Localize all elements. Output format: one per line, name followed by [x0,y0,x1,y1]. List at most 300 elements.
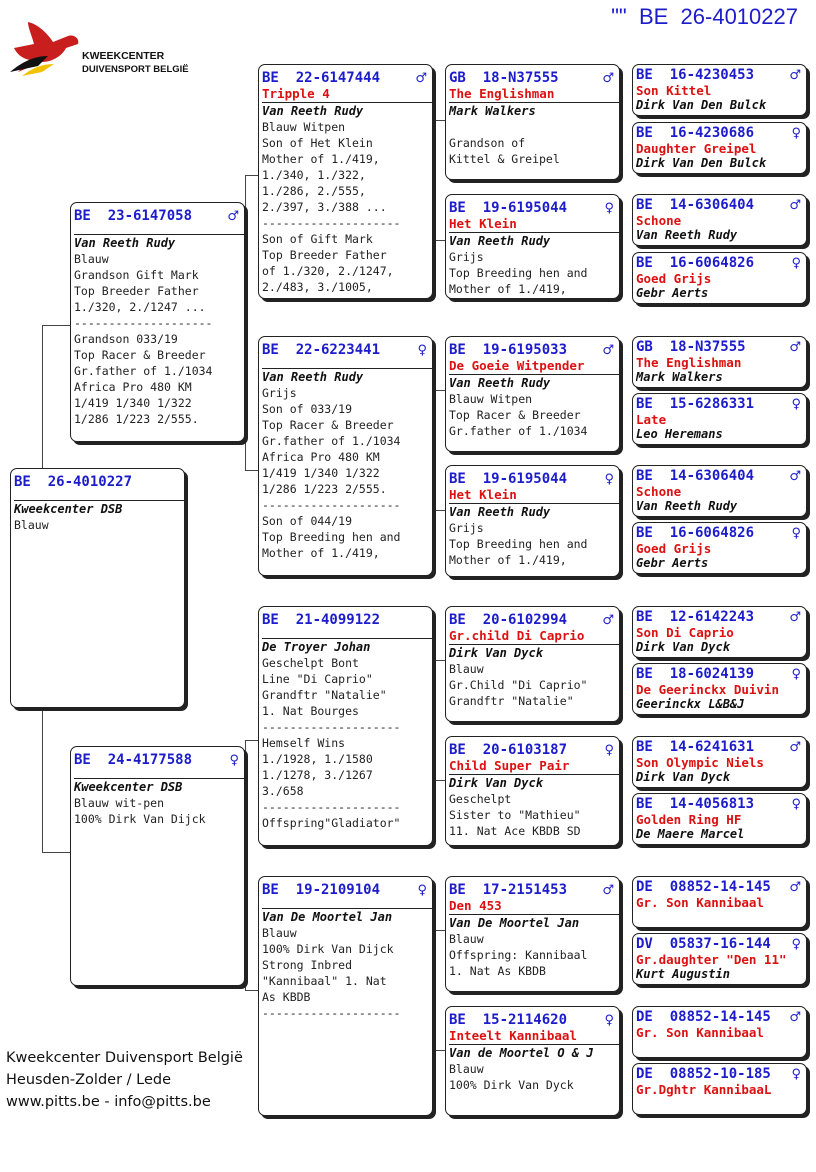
male-icon: ♂ [789,880,801,895]
pedigree-note: Kittel & Greipel [449,152,560,166]
pigeon-card-g13[interactable] [632,876,807,928]
male-icon: ♂ [415,71,427,86]
footer [6,1047,243,1113]
pedigree-note: 1./320, 2./1247 ... [74,300,206,314]
pigeon-card-g16[interactable] [632,1063,807,1115]
ring-number: BE 24-4177588 [74,752,193,768]
pedigree-note: Grijs [449,521,484,535]
pigeon-name: Het Klein [449,217,517,231]
card-header [262,882,429,899]
pedigree-note: "Kannibaal" 1. Nat [262,974,387,988]
pedigree-note: of 1./320, 2./1247, [262,264,394,278]
pedigree-note: Top Breeding hen and [449,537,588,551]
pigeon-name: Den 453 [449,899,502,913]
card-header [636,739,803,756]
card-header [636,197,803,214]
pedigree-note: 1/419 1/340 1/322 [74,396,192,410]
pigeon-name: Daughter Greipel [636,142,757,156]
card-header [14,474,181,491]
breeder-name: Van de Moortel O & J [449,1046,594,1060]
card-header [636,339,803,356]
breeder-name: Gebr Aerts [636,556,709,570]
connector-line [42,325,70,326]
ring-number: DE 08852-14-145 [636,1009,771,1025]
card-header [636,396,803,413]
card-divider [449,774,619,775]
pigeon-name [262,359,429,367]
connector-line [42,852,70,853]
pedigree-note: -------------------- [262,720,401,734]
card-divider [74,778,244,779]
female-icon: ♀ [791,256,801,271]
pigeon-card-fff[interactable] [445,64,620,180]
pigeon-card-mother[interactable] [70,746,245,986]
pedigree-note: Son of Gift Mark [262,232,373,246]
connector-line [433,780,445,781]
pedigree-note: 100% Dirk Van Dyck [449,1078,574,1092]
ring-number: GB 18-N37555 [449,70,559,86]
pigeon-name: Gr.Dghtr KannibaaL [636,1083,772,1097]
pedigree-note: Geschelpt [449,792,512,806]
connector-line [433,390,434,510]
ring-number: BE 19-6195033 [449,342,568,358]
breeder-name: Dirk Van Dyck [636,640,730,654]
breeder-name: Dirk Van Den Bulck [636,98,767,112]
breeder-name: Geerinckx L&B&J [636,697,745,711]
pigeon-card-g1[interactable] [632,64,807,116]
pigeon-card-g5[interactable] [632,336,807,388]
logo-line2: DUIVENSPORT BELGIË [82,64,189,75]
pigeon-name [262,899,429,907]
pedigree-note: Gr.Child "Di Caprio" [449,678,588,692]
ring-number: BE 16-6064826 [636,255,755,271]
breeder-name: Van De Moortel Jan [449,916,580,930]
female-icon: ♀ [791,526,801,541]
ring-number: BE 22-6223441 [262,342,381,358]
pigeon-name: Schone [636,485,682,499]
pigeon-name: De Goeie Witpender [449,359,585,373]
card-divider [262,908,432,909]
pedigree-note: 1./1928, 1./1580 [262,752,373,766]
ring-number: BE 20-6103187 [449,742,568,758]
pigeon-card-g2[interactable] [632,122,807,174]
pigeon-name [262,629,429,637]
logo-line1: KWEEKCENTER [82,50,165,62]
pedigree-note: 100% Dirk Van Dijck [74,812,206,826]
breeder-name: Van Reeth Rudy [262,370,364,384]
card-header [636,936,803,953]
connector-line [433,1050,445,1051]
connector-line [433,120,445,121]
breeder-name: Van Reeth Rudy [636,499,738,513]
breeder-name: Mark Walkers [636,370,723,384]
pigeon-name: Son Olympic Niels [636,756,764,770]
pedigree-note: -------------------- [262,498,401,512]
pigeon-card-mmm[interactable] [445,1006,620,1116]
connector-line [245,740,246,990]
breeder-name: Kweekcenter DSB [14,502,123,516]
pedigree-note: Grijs [262,386,297,400]
connector-line [245,990,258,991]
connector-line [433,510,445,511]
pigeon-card-father[interactable] [70,202,245,442]
pigeon-name: Schone [636,214,682,228]
ring-number: BE 16-6064826 [636,525,755,541]
card-header [449,70,616,87]
pedigree-note: Top Breeder Father [262,248,387,262]
ring-number: BE 22-6147444 [262,70,381,86]
pigeon-card-fmm[interactable] [445,465,620,577]
male-icon: ♂ [789,469,801,484]
connector-line [433,240,445,241]
pigeon-card-fmf[interactable] [445,336,620,452]
female-icon: ♀ [417,883,427,898]
female-icon: ♀ [417,343,427,358]
pigeon-card-g12[interactable] [632,793,807,845]
breeder-name: Kweekcenter DSB [74,780,183,794]
pedigree-note: Grandson of [449,136,526,150]
ring-number: BE 14-6306404 [636,468,755,484]
pedigree-note: Mother of 1./419, [262,152,380,166]
breeder-name: Van De Moortel Jan [262,910,393,924]
card-header [636,666,803,683]
pigeon-name: De Geerinckx Duivin [636,683,779,697]
card-header [636,67,803,84]
female-icon: ♀ [791,126,801,141]
card-divider [449,914,619,915]
pigeon-card-mff[interactable] [445,606,620,722]
pigeon-card-g4[interactable] [632,252,807,304]
pigeon-card-g6[interactable] [632,393,807,445]
pedigree-note: Top Breeding hen and [262,530,401,544]
male-icon: ♂ [789,68,801,83]
card-header [449,342,616,359]
pedigree-note: Offspring"Gladiator" [262,816,401,830]
pedigree-note: 2./483, 3./1005, [262,280,373,294]
ring-number: BE 12-6142243 [636,609,755,625]
pedigree-note: Top Racer & Breeder [262,418,394,432]
male-icon: ♂ [789,1010,801,1025]
card-header [636,525,803,542]
pigeon-name: The Englishman [636,356,742,370]
pedigree-note: Line "Di Caprio" [262,672,373,686]
pigeon-card-g14[interactable] [632,933,807,985]
pedigree-note: 1./1278, 3./1267 [262,768,373,782]
pedigree-note: 11. Nat Ace KBDB SD [449,824,581,838]
pedigree-note: Mother of 1./419, [449,553,567,567]
pigeon-card-subject[interactable] [10,468,185,708]
pedigree-note: Offspring: Kannibaal [449,948,588,962]
pedigree-note: Gr.father of 1./1034 [449,424,588,438]
breeder-name: Van Reeth Rudy [636,228,738,242]
ring-number: BE 20-6102994 [449,612,568,628]
pedigree-note: Blauw wit-pen [74,796,165,810]
breeder-name: Van Reeth Rudy [449,234,551,248]
card-header [636,255,803,272]
card-header [636,1009,803,1026]
pedigree-note: 1/286 1/223 2/555. [262,482,387,496]
connector-line [433,390,445,391]
pedigree-note: -------------------- [262,800,401,814]
male-icon: ♂ [602,613,614,628]
pedigree-note: Blauw [449,662,484,676]
connector-line [433,660,434,780]
card-header [449,200,616,217]
male-icon: ♂ [227,209,239,224]
female-icon: ♀ [604,743,614,758]
male-icon: ♂ [789,340,801,355]
female-icon: ♀ [791,667,801,682]
pigeon-name: Late [636,413,667,427]
pigeon-name: Son Di Caprio [636,626,734,640]
pedigree-note: Hemself Wins [262,736,346,750]
card-divider [449,1044,619,1045]
card-divider [14,500,184,501]
pigeon-card-mmf[interactable] [445,876,620,992]
ring-number: BE 19-6195044 [449,471,568,487]
pedigree-note: Grandftr "Natalie" [262,688,387,702]
pigeon-name: Gr. Son Kannibaal [636,896,764,910]
pigeon-name: Son Kittel [636,84,712,98]
ring-number: BE 26-4010227 [14,474,133,490]
pedigree-note: -------------------- [262,1006,401,1020]
card-header [636,468,803,485]
breeder-name: Leo Heremans [636,427,723,441]
pedigree-note: Geschelpt Bont [262,656,359,670]
pigeon-name: Gr. Son Kannibaal [636,1026,764,1040]
pedigree-note: Son of Het Klein [262,136,373,150]
pigeon-card-g15[interactable] [632,1006,807,1058]
pedigree-note: Grandftr "Natalie" [449,694,574,708]
card-header [636,609,803,626]
pigeon-name: The Englishman [449,87,555,101]
female-icon: ♀ [791,797,801,812]
card-header [636,1066,803,1083]
pedigree-note: Africa Pro 480 KM [74,380,192,394]
pigeon-name [74,225,241,233]
pedigree-note: Gr.father of 1./1034 [262,434,401,448]
ring-number: BE 16-4230686 [636,125,755,141]
pedigree-note: 1/419 1/340 1/322 [262,466,380,480]
pedigree-note: 100% Dirk Van Dijck [262,942,394,956]
ring-number: BE 14-6241631 [636,739,755,755]
breeder-name: Kurt Augustin [636,967,730,981]
pigeon-card-ffm[interactable] [445,194,620,299]
pedigree-note: 1. Nat As KBDB [449,964,546,978]
pedigree-note: 1./340, 1./322, [262,168,366,182]
pedigree-note: Blauw Witpen [262,120,346,134]
card-header [262,70,429,87]
pedigree-note: Top Breeding hen and [449,266,588,280]
pedigree-note: Blauw [449,1062,484,1076]
logo [8,14,189,84]
connector-line [433,930,445,931]
pedigree-note: -------------------- [262,216,401,230]
connector-line [433,660,445,661]
pedigree-note: Strong Inbred [262,958,353,972]
card-divider [449,232,619,233]
pigeon-card-g7[interactable] [632,465,807,517]
pigeon-card-mfm[interactable] [445,736,620,846]
pigeon-card-g10[interactable] [632,663,807,715]
pigeon-card-g11[interactable] [632,736,807,788]
card-header [636,125,803,142]
breeder-name: Dirk Van Den Bulck [636,156,767,170]
ring-number: BE 21-4099122 [262,612,381,628]
ring-number: DE 08852-14-145 [636,879,771,895]
pedigree-note: Mother of 1./419, [449,282,567,296]
card-divider [449,644,619,645]
breeder-name: Gebr Aerts [636,286,709,300]
breeder-name: Van Reeth Rudy [449,376,551,390]
card-divider [449,102,619,103]
pedigree-note: Top Breeder Father [74,284,199,298]
card-header [449,1012,616,1029]
breeder-name: De Troyer Johan [262,640,371,654]
pedigree-note: As KBDB [262,990,311,1004]
female-icon: ♀ [791,1067,801,1082]
pigeon-name: Goed Grijs [636,272,712,286]
ring-number: BE 19-2109104 [262,882,381,898]
pedigree-note: Grandson Gift Mark [74,268,199,282]
connector-line [245,175,258,176]
pigeon-name: Gr.daughter "Den 11" [636,953,787,967]
card-divider [449,374,619,375]
breeder-name: Van Reeth Rudy [74,236,176,250]
male-icon: ♂ [789,610,801,625]
card-header [449,471,616,488]
pedigree-note: Son of 044/19 [262,514,353,528]
card-header [262,342,429,359]
connector-line [245,175,246,470]
pedigree-note [449,119,616,135]
pigeon-card-mf[interactable] [258,606,433,846]
card-divider [449,503,619,504]
pedigree-note: 2./397, 3./388 ... [262,200,387,214]
female-icon: ♀ [791,397,801,412]
pigeon-card-g8[interactable] [632,522,807,574]
ring-number: BE 18-6024139 [636,666,755,682]
pedigree-note: Africa Pro 480 KM [262,450,380,464]
pigeon-name [74,769,241,777]
pedigree-note: Gr.father of 1./1034 [74,364,213,378]
card-divider [74,234,244,235]
breeder-name: Dirk Van Dyck [449,776,543,790]
pedigree-note: Grandson 033/19 [74,332,178,346]
ring-number: BE 15-2114620 [449,1012,568,1028]
ring-number: BE 14-4056813 [636,796,755,812]
bird-logo-icon [8,14,88,84]
pedigree-note: Blauw [14,518,49,532]
pigeon-name [14,491,181,499]
pedigree-note: Blauw [449,932,484,946]
pedigree-note: Grijs [449,250,484,264]
pigeon-name: Tripple 4 [262,87,330,101]
breeder-name: Dirk Van Dyck [449,646,543,660]
pigeon-name: Golden Ring HF [636,813,742,827]
breeder-name: Van Reeth Rudy [262,104,364,118]
ring-number: GB 18-N37555 [636,339,746,355]
pedigree-note: Top Racer & Breeder [449,408,581,422]
connector-line [245,740,258,741]
pigeon-card-fm[interactable] [258,336,433,576]
pedigree-note: Son of 033/19 [262,402,353,416]
pedigree-note: 1. Nat Bourges [262,704,359,718]
pigeon-name: Het Klein [449,488,517,502]
card-header [636,879,803,896]
card-header [449,612,616,629]
ring-number: DE 08852-10-185 [636,1066,771,1082]
female-icon: ♀ [604,201,614,216]
pedigree-note: 1/286 1/223 2/555. [74,412,199,426]
pigeon-card-g9[interactable] [632,606,807,658]
pedigree-note: Top Racer & Breeder [74,348,206,362]
pigeon-name: Inteelt Kannibaal [449,1029,577,1043]
breeder-name: De Maere Marcel [636,827,745,841]
card-header [262,612,429,629]
breeder-name: Dirk Van Dyck [636,770,730,784]
card-header [449,882,616,899]
male-icon: ♂ [789,198,801,213]
pedigree-note: Blauw Witpen [449,392,533,406]
male-icon: ♂ [789,740,801,755]
ring-number: BE 15-6286331 [636,396,755,412]
connector-line [245,470,258,471]
pedigree-note: 1./286, 2./555, [262,184,366,198]
connector-line [433,930,434,1050]
male-icon: ♂ [602,883,614,898]
pedigree-note: Blauw [74,252,109,266]
female-icon: ♀ [791,937,801,952]
ring-number: BE 16-4230453 [636,67,755,83]
female-icon: ♀ [229,753,239,768]
card-divider [262,102,432,103]
pigeon-name: Child Super Pair [449,759,570,773]
card-divider [262,368,432,369]
pedigree-note: Blauw [262,926,297,940]
card-header [74,752,241,769]
pigeon-card-ff[interactable] [258,64,433,299]
pedigree-note: -------------------- [74,316,213,330]
ring-number: BE 17-2151453 [449,882,568,898]
pedigree-note: Sister to "Mathieu" [449,808,581,822]
footer-location: Heusden-Zolder / Lede [6,1072,172,1088]
footer-company: Kweekcenter Duivensport België [6,1050,243,1066]
breeder-name: Mark Walkers [449,104,536,118]
female-icon: ♀ [604,1013,614,1028]
ring-number: BE 14-6306404 [636,197,755,213]
card-header [449,742,616,759]
pigeon-name: Goed Grijs [636,542,712,556]
ring-number: BE 23-6147058 [74,208,193,224]
ring-number: BE 19-6195044 [449,200,568,216]
ring-number: DV 05837-16-144 [636,936,771,952]
female-icon: ♀ [604,472,614,487]
breeder-name: Van Reeth Rudy [449,505,551,519]
pedigree-note: 3./658 [262,784,304,798]
pigeon-name: Gr.child Di Caprio [449,629,585,643]
pedigree-title-ring: "" BE 26-4010227 [611,4,798,29]
connector-line [433,120,434,240]
pigeon-card-g3[interactable] [632,194,807,246]
footer-contact: www.pitts.be - info@pitts.be [6,1094,211,1110]
pigeon-card-mm[interactable] [258,876,433,1116]
card-divider [262,638,432,639]
pedigree-note: Mother of 1./419, [262,546,380,560]
card-header [636,796,803,813]
male-icon: ♂ [602,71,614,86]
male-icon: ♂ [602,343,614,358]
